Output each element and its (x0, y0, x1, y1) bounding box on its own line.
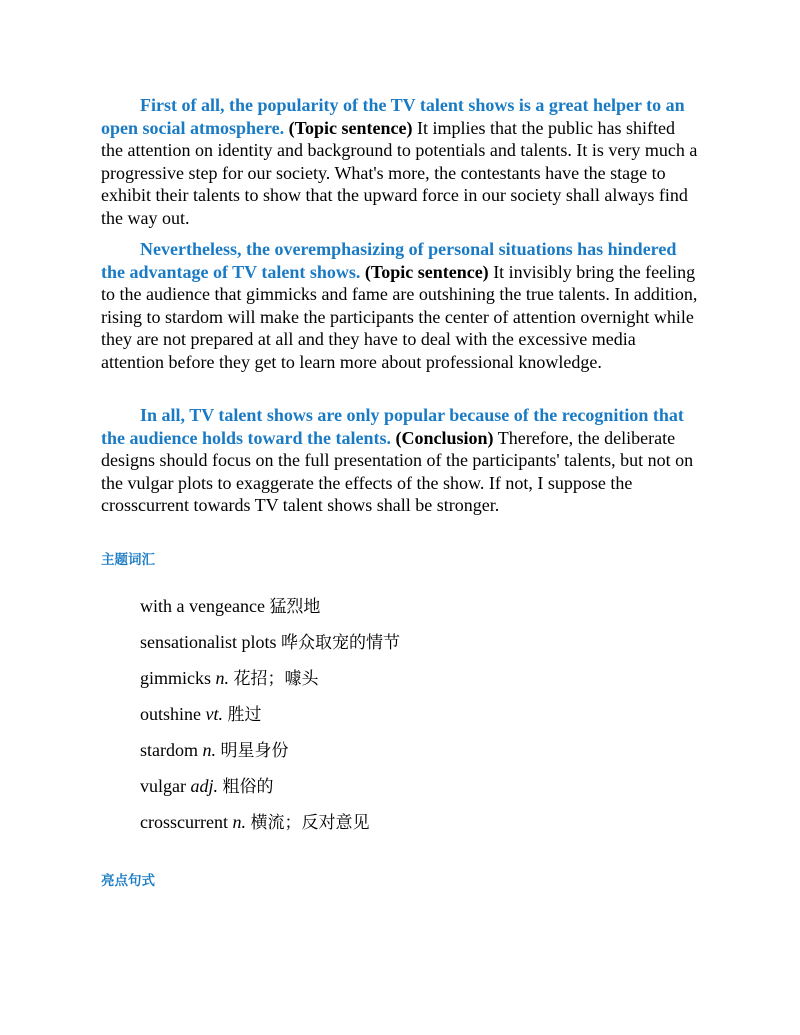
paragraph-2-tag: (Topic sentence) (364, 261, 489, 282)
vocab-item (140, 810, 400, 846)
paragraph-1 (101, 94, 701, 230)
vocab-meaning: 花招；噱头 (233, 669, 319, 689)
vocabulary-list (140, 594, 400, 846)
vocab-term: with a vengeance (140, 596, 265, 616)
paragraph-1-body: It implies that the public has shifted the attention on identity and background to potentials and talents. It is very much a progressive step for our society. What's more, the contestants have the stage to exhibit their talents to show that the upward force in our society shall always find the way out. (101, 117, 698, 228)
paragraph-1-highlight: First of all, the popularity of the TV talent shows is a great helper to an open social atmosphere. (101, 95, 685, 138)
paragraph-3-tag: (Conclusion) (395, 427, 494, 448)
paragraph-3-highlight: In all, TV talent shows are only popular because of the recognition that the audience holds toward the talents. (101, 405, 684, 448)
sentences-heading: 亮点句式 (101, 873, 155, 889)
vocab-meaning: 胜过 (227, 705, 262, 725)
vocab-meaning: 粗俗的 (222, 777, 274, 797)
paragraph-1-tag: (Topic sentence) (288, 117, 413, 138)
vocab-pos: n. (202, 740, 216, 760)
vocab-item (140, 738, 400, 774)
vocab-term: outshine (140, 704, 201, 724)
vocab-pos: n. (215, 668, 229, 688)
vocab-meaning: 明星身份 (220, 741, 289, 761)
paragraph-2 (101, 238, 701, 374)
vocab-pos: vt. (205, 704, 223, 724)
vocab-pos: n. (232, 812, 246, 832)
vocab-item (140, 774, 400, 810)
vocab-pos: adj. (190, 776, 218, 796)
vocab-item (140, 594, 400, 630)
vocab-item (140, 630, 400, 666)
vocab-item (140, 702, 400, 738)
vocabulary-heading: 主题词汇 (101, 552, 155, 568)
paragraph-2-body: It invisibly bring the feeling to the audience that gimmicks and fame are outshining the true talents. In addition, rising to stardom will make the participants the center of attention overnight while they are not prepared at all and they have to deal with the excessive media attention before they get to learn more about professional knowledge. (101, 261, 698, 372)
paragraph-3-body: Therefore, the deliberate designs should focus on the full presentation of the participants' talents, but not on the vulgar plots to exaggerate the effects of the show. If not, I suppose the crosscurrent towards TV talent shows shall be stronger. (101, 427, 694, 516)
vocab-term: crosscurrent (140, 812, 228, 832)
vocab-meaning: 猛烈地 (269, 597, 321, 617)
vocab-term: vulgar (140, 776, 186, 796)
vocab-term: gimmicks (140, 668, 211, 688)
vocab-item (140, 666, 400, 702)
vocab-term: sensationalist plots (140, 632, 277, 652)
paragraph-3 (101, 404, 701, 517)
vocab-term: stardom (140, 740, 198, 760)
vocab-meaning: 哗众取宠的情节 (281, 633, 400, 653)
vocab-meaning: 横流；反对意见 (250, 813, 370, 833)
paragraph-2-highlight: Nevertheless, the overemphasizing of personal situations has hindered the advantage of TV talent shows. (101, 239, 677, 282)
